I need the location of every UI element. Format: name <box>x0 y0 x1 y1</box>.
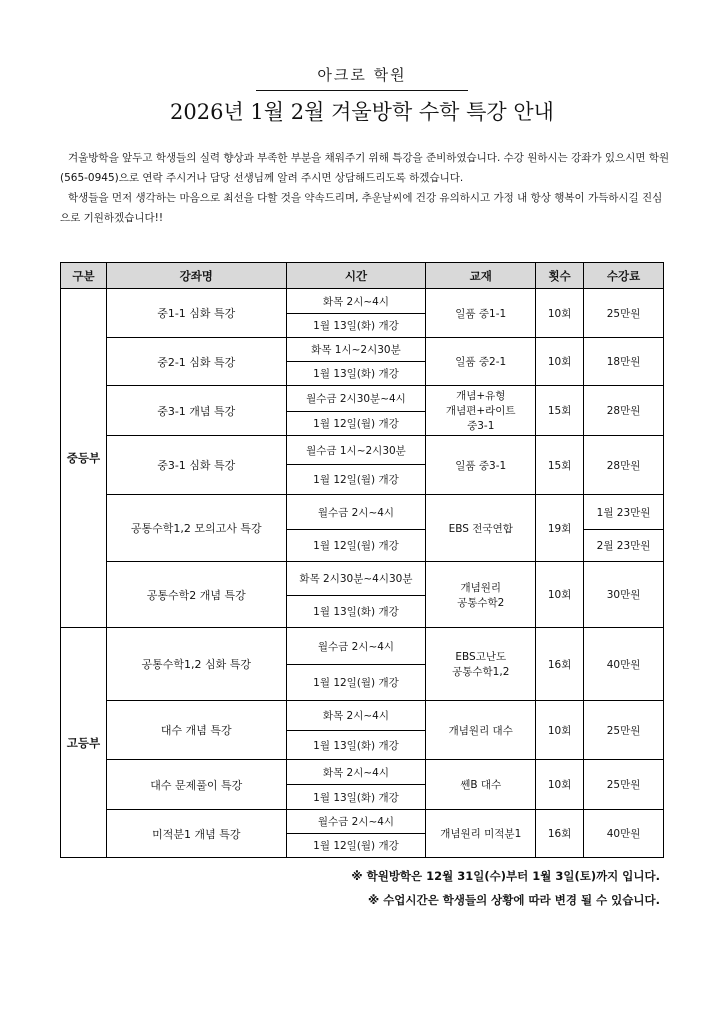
header-time: 시간 <box>286 263 426 289</box>
session-count: 10회 <box>536 562 584 628</box>
textbook-line: 공통수학2 <box>457 596 505 609</box>
tuition-fee: 1월 23만원 <box>584 495 664 530</box>
footnote: ※ 수업시간은 학생들의 상황에 따라 변경 될 수 있습니다. <box>368 893 660 907</box>
textbook <box>426 628 536 701</box>
textbook: 개념원리 미적분1 <box>426 810 536 858</box>
class-time: 월수금 2시~4시 <box>286 628 426 665</box>
table-row <box>61 436 664 465</box>
textbook: 쎈B 대수 <box>426 760 536 810</box>
tuition-fee: 30만원 <box>584 562 664 628</box>
division-high: 고등부 <box>61 628 107 858</box>
table-row <box>61 760 664 785</box>
start-date: 1월 13일(화) 개강 <box>286 314 426 338</box>
course-name: 공통수학1,2 모의고사 특강 <box>106 495 286 562</box>
intro-text <box>60 148 670 228</box>
start-date: 1월 12일(월) 개강 <box>286 665 426 701</box>
start-date: 1월 13일(화) 개강 <box>286 731 426 760</box>
table-row <box>61 495 664 530</box>
textbook <box>426 562 536 628</box>
tuition-fee: 40만원 <box>584 628 664 701</box>
start-date: 1월 13일(화) 개강 <box>286 596 426 628</box>
class-time: 월수금 2시~4시 <box>286 810 426 834</box>
header-fee: 수강료 <box>584 263 664 289</box>
header-division: 구분 <box>61 263 107 289</box>
course-name: 공통수학2 개념 특강 <box>106 562 286 628</box>
textbook: EBS 전국연합 <box>426 495 536 562</box>
session-count: 15회 <box>536 436 584 495</box>
course-schedule-table <box>60 262 664 858</box>
class-time: 화목 2시~4시 <box>286 701 426 731</box>
session-count: 19회 <box>536 495 584 562</box>
header-book: 교재 <box>426 263 536 289</box>
tuition-fee: 25만원 <box>584 701 664 760</box>
class-time: 화목 1시~2시30분 <box>286 338 426 362</box>
tuition-fee: 28만원 <box>584 386 664 436</box>
course-name: 중2-1 심화 특강 <box>106 338 286 386</box>
textbook: 일품 중3-1 <box>426 436 536 495</box>
session-count: 15회 <box>536 386 584 436</box>
start-date: 1월 13일(화) 개강 <box>286 785 426 810</box>
textbook-line: 공통수학1,2 <box>452 666 510 678</box>
intro-paragraph: 겨울방학을 앞두고 학생들의 실력 향상과 부족한 부분을 채워주기 위해 특강을 준비하였습니다. 수강 원하시는 강좌가 있으시면 학원(565-0945)으로 연락 주시거나 담당 선생님께 알려 주시면 상담해드리도록 하겠습니다. <box>60 152 670 184</box>
course-name: 대수 개념 특강 <box>106 701 286 760</box>
textbook: 일품 중2-1 <box>426 338 536 386</box>
start-date: 1월 12일(월) 개강 <box>286 530 426 562</box>
textbook-line: 중3-1 <box>467 420 495 432</box>
textbook-line: 개념+유형 <box>456 390 506 402</box>
session-count: 10회 <box>536 701 584 760</box>
page-title: 2026년 1월 2월 겨울방학 수학 특강 안내 <box>170 100 554 124</box>
session-count: 10회 <box>536 760 584 810</box>
course-name: 중3-1 개념 특강 <box>106 386 286 436</box>
footnotes <box>240 864 660 912</box>
header-course: 강좌명 <box>106 263 286 289</box>
session-count: 10회 <box>536 289 584 338</box>
start-date: 1월 12일(월) 개강 <box>286 412 426 436</box>
table-row <box>61 701 664 731</box>
header-count: 횟수 <box>536 263 584 289</box>
table-row <box>61 562 664 596</box>
table-row <box>61 628 664 665</box>
class-time: 월수금 2시~4시 <box>286 495 426 530</box>
textbook: 개념원리 대수 <box>426 701 536 760</box>
session-count: 16회 <box>536 810 584 858</box>
table-row <box>61 386 664 412</box>
course-name: 미적분1 개념 특강 <box>106 810 286 858</box>
tuition-fee: 18만원 <box>584 338 664 386</box>
tuition-fee: 25만원 <box>584 289 664 338</box>
course-name: 중1-1 심화 특강 <box>106 289 286 338</box>
tuition-fee: 40만원 <box>584 810 664 858</box>
table-row <box>61 338 664 362</box>
division-middle: 중등부 <box>61 289 107 628</box>
start-date: 1월 12일(월) 개강 <box>286 834 426 858</box>
footnote: ※ 학원방학은 12월 31일(수)부터 1월 3일(토)까지 입니다. <box>351 869 660 883</box>
textbook <box>426 386 536 436</box>
textbook: 일품 중1-1 <box>426 289 536 338</box>
textbook-line: 개념원리 <box>460 581 502 594</box>
course-name: 공통수학1,2 심화 특강 <box>106 628 286 701</box>
table-row <box>61 289 664 314</box>
table-row <box>61 810 664 834</box>
start-date: 1월 13일(화) 개강 <box>286 362 426 386</box>
class-time: 화목 2시~4시 <box>286 289 426 314</box>
textbook-line: EBS고난도 <box>455 651 507 663</box>
tuition-fee: 2월 23만원 <box>584 530 664 562</box>
intro-paragraph: 학생들을 먼저 생각하는 마음으로 최선을 다할 것을 약속드리며, 추운날씨에 건강 유의하시고 가정 내 항상 행복이 가득하시길 진심으로 기원하겠습니다!! <box>60 192 663 224</box>
class-time: 월수금 2시30분~4시 <box>286 386 426 412</box>
class-time: 화목 2시~4시 <box>286 760 426 785</box>
course-name: 중3-1 심화 특강 <box>106 436 286 495</box>
class-time: 월수금 1시~2시30분 <box>286 436 426 465</box>
start-date: 1월 12일(월) 개강 <box>286 465 426 495</box>
tuition-fee: 28만원 <box>584 436 664 495</box>
textbook-line: 개념편+라이트 <box>445 405 516 417</box>
session-count: 10회 <box>536 338 584 386</box>
academy-name: 아크로 학원 <box>317 66 407 84</box>
course-name: 대수 문제풀이 특강 <box>106 760 286 810</box>
class-time: 화목 2시30분~4시30분 <box>286 562 426 596</box>
tuition-fee: 25만원 <box>584 760 664 810</box>
session-count: 16회 <box>536 628 584 701</box>
title-divider <box>256 90 468 91</box>
